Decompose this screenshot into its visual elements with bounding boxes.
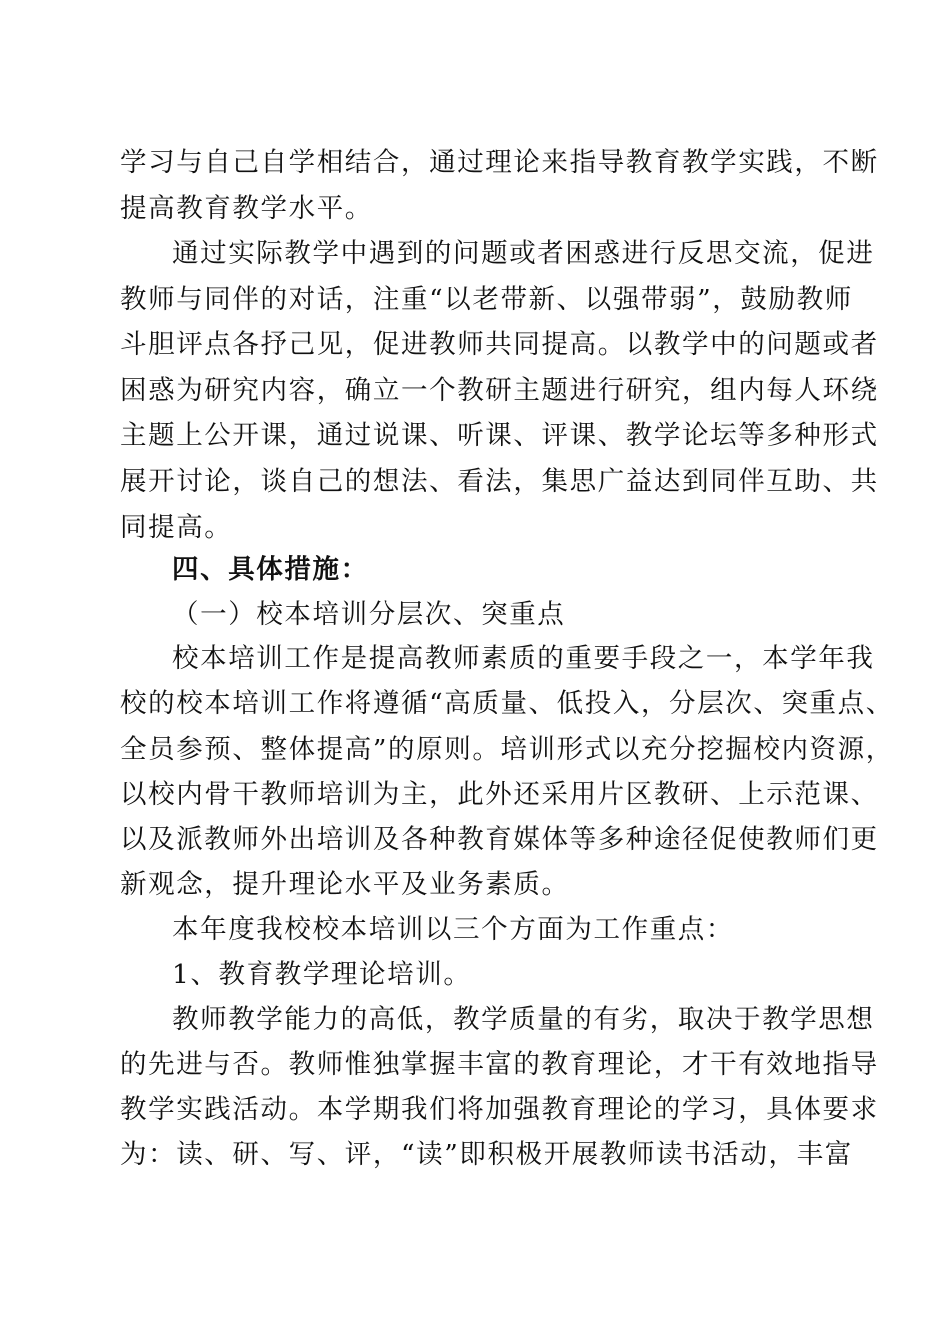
body-line: 全员参预、整体提高”的原则。培训形式以充分挖掘校内资源，: [120, 734, 894, 765]
body-line: 新观念，提升理论水平及业务素质。: [120, 869, 570, 900]
body-line: 教学实践活动。本学期我们将加强教育理论的学习，具体要求: [120, 1094, 879, 1125]
paragraph-first-line: 校本培训工作是提高教师素质的重要手段之一，本学年我: [172, 643, 875, 674]
numbered-item: 1、教育教学理论培训。: [172, 959, 472, 990]
paragraph-first-line: 通过实际教学中遇到的问题或者困惑进行反思交流，促进: [172, 238, 875, 269]
body-line: 同提高。: [120, 512, 233, 543]
body-line: 困惑为研究内容，确立一个教研主题进行研究，组内每人环绕: [120, 375, 879, 406]
subsection-heading: （一）校本培训分层次、突重点: [172, 599, 566, 630]
body-line: 提高教育教学水平。: [120, 193, 373, 224]
paragraph-first-line: 本年度我校校本培训以三个方面为工作重点：: [172, 914, 734, 945]
body-line: 学习与自己自学相结合，通过理论来指导教育教学实践，不断: [120, 147, 879, 178]
body-line: 展开讨论，谈自己的想法、看法，集思广益达到同伴互助、共: [120, 466, 879, 497]
section-heading: 四、具体措施：: [172, 554, 369, 585]
body-line: 斗胆评点各抒己见，促进教师共同提高。以教学中的问题或者: [120, 329, 879, 360]
body-line: 校的校本培训工作将遵循“高质量、低投入，分层次、突重点、: [120, 688, 894, 719]
paragraph-first-line: 教师教学能力的高低，教学质量的有劣，取决于教学思想: [172, 1004, 875, 1035]
body-line: 的先进与否。教师惟独掌握丰富的教育理论，才干有效地指导: [120, 1049, 879, 1080]
body-line: 教师与同伴的对话，注重“以老带新、以强带弱”，鼓励教师: [120, 284, 853, 315]
body-line: 主题上公开课，通过说课、听课、评课、教学论坛等多种形式: [120, 420, 879, 451]
body-line: 以及派教师外出培训及各种教育媒体等多种途径促使教师们更: [120, 824, 879, 855]
body-line: 为：读、研、写、评，“读”即积极开展教师读书活动，丰富: [120, 1139, 853, 1170]
body-line: 以校内骨干教师培训为主，此外还采用片区教研、上示范课、: [120, 779, 879, 810]
